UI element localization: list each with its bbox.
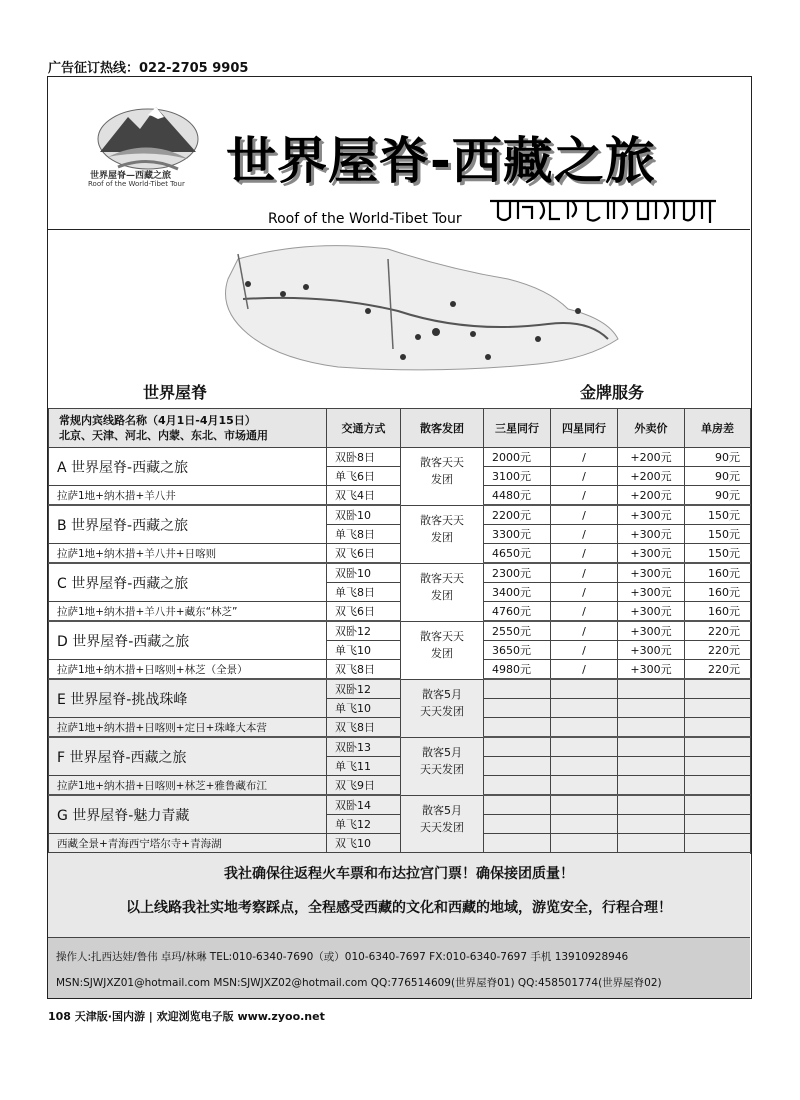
retail-price: +300元 bbox=[618, 525, 685, 544]
four-star-price bbox=[551, 834, 618, 854]
route-price-table bbox=[48, 408, 751, 854]
transport-cell: 双飞10 bbox=[327, 834, 401, 854]
route-name: B 世界屋脊-西藏之旅 bbox=[49, 505, 327, 544]
route-itinerary: 拉萨1地+纳木措+日喀则+定日+珠峰大本营 bbox=[49, 718, 327, 738]
four-star-price: / bbox=[551, 602, 618, 622]
table-row bbox=[49, 563, 751, 583]
departure-line-1: 散客天天 bbox=[420, 456, 464, 469]
single-supplement bbox=[685, 699, 751, 718]
tibetan-script-icon bbox=[488, 195, 718, 227]
four-star-price bbox=[551, 776, 618, 796]
four-star-price: / bbox=[551, 583, 618, 602]
retail-price bbox=[618, 699, 685, 718]
page-footer: 108 天津版·国内游 | 欢迎浏览电子版 www.zyoo.net bbox=[48, 1010, 325, 1023]
logo-en-text: Roof of the World-Tibet Tour bbox=[88, 180, 185, 188]
route-group bbox=[49, 679, 751, 737]
contact-box bbox=[48, 937, 750, 998]
retail-price: +300元 bbox=[618, 621, 685, 641]
departure-line-1: 散客5月 bbox=[422, 687, 462, 701]
retail-price bbox=[618, 718, 685, 738]
route-itinerary: 拉萨1地+纳木措+羊八井 bbox=[49, 486, 327, 506]
transport-cell: 单飞8日 bbox=[327, 525, 401, 544]
retail-price: +300元 bbox=[618, 602, 685, 622]
route-group bbox=[49, 795, 751, 853]
four-star-price: / bbox=[551, 621, 618, 641]
three-star-price: 4480元 bbox=[484, 486, 551, 506]
single-supplement bbox=[685, 718, 751, 738]
single-supplement: 220元 bbox=[685, 660, 751, 680]
transport-cell: 双飞4日 bbox=[327, 486, 401, 506]
retail-price bbox=[618, 815, 685, 834]
retail-price: +200元 bbox=[618, 448, 685, 467]
three-star-price bbox=[484, 757, 551, 776]
retail-price: +200元 bbox=[618, 467, 685, 486]
three-star-price: 3300元 bbox=[484, 525, 551, 544]
three-star-price: 3100元 bbox=[484, 467, 551, 486]
departure-cell bbox=[401, 621, 484, 679]
transport-cell: 双卧10 bbox=[327, 563, 401, 583]
single-supplement: 90元 bbox=[685, 486, 751, 506]
table-row bbox=[49, 679, 751, 699]
route-itinerary: 拉萨1地+纳木措+羊八井+藏东“林芝” bbox=[49, 602, 327, 622]
single-supplement: 160元 bbox=[685, 602, 751, 622]
retail-price: +300元 bbox=[618, 583, 685, 602]
transport-cell: 双飞8日 bbox=[327, 718, 401, 738]
transport-cell: 双卧14 bbox=[327, 795, 401, 815]
table-row bbox=[49, 602, 751, 622]
ad-hotline: 广告征订热线：022-2705 9905 bbox=[48, 61, 249, 76]
logo-cn-text: 世界屋脊—西藏之旅 bbox=[90, 171, 172, 181]
table-header-row bbox=[49, 409, 751, 448]
departure-line-2: 天天发团 bbox=[420, 704, 464, 718]
single-supplement bbox=[685, 757, 751, 776]
four-star-price bbox=[551, 757, 618, 776]
retail-price bbox=[618, 834, 685, 854]
four-star-price: / bbox=[551, 525, 618, 544]
four-star-price: / bbox=[551, 544, 618, 564]
four-star-price: / bbox=[551, 563, 618, 583]
departure-line-1: 散客天天 bbox=[420, 513, 464, 527]
four-star-price: / bbox=[551, 505, 618, 525]
retail-price: +200元 bbox=[618, 486, 685, 506]
departure-cell bbox=[401, 505, 484, 563]
single-supplement bbox=[685, 795, 751, 815]
retail-price: +300元 bbox=[618, 641, 685, 660]
retail-price: +300元 bbox=[618, 660, 685, 680]
notice-line-2: 以上线路我社实地考察踩点，全程感受西藏的文化和西藏的地域，游览安全，行程合理！ bbox=[126, 900, 672, 916]
retail-price bbox=[618, 679, 685, 699]
transport-cell: 双卧12 bbox=[327, 621, 401, 641]
transport-cell: 单飞11 bbox=[327, 757, 401, 776]
three-star-price bbox=[484, 815, 551, 834]
transport-cell: 双飞8日 bbox=[327, 660, 401, 680]
transport-cell: 双飞6日 bbox=[327, 602, 401, 622]
four-star-price bbox=[551, 815, 618, 834]
transport-cell: 单飞8日 bbox=[327, 583, 401, 602]
single-supplement: 220元 bbox=[685, 621, 751, 641]
four-star-price: / bbox=[551, 486, 618, 506]
departure-line-1: 散客天天 bbox=[420, 629, 464, 643]
table-row bbox=[49, 737, 751, 757]
route-name: E 世界屋脊-挑战珠峰 bbox=[49, 679, 327, 718]
three-star-price: 3400元 bbox=[484, 583, 551, 602]
transport-cell: 单飞10 bbox=[327, 699, 401, 718]
single-supplement: 220元 bbox=[685, 641, 751, 660]
page-title: 世界屋脊-西藏之旅 bbox=[226, 132, 656, 190]
tibet-route-map bbox=[188, 239, 628, 389]
single-supplement bbox=[685, 815, 751, 834]
transport-cell: 双飞6日 bbox=[327, 544, 401, 564]
four-star-price: / bbox=[551, 641, 618, 660]
col-departure: 散客发团 bbox=[401, 409, 484, 448]
header-name-line1: 常规内宾线路名称（4月1日-4月15日） bbox=[59, 414, 256, 427]
label-roof-of-world: 世界屋脊 bbox=[143, 383, 208, 402]
four-star-price bbox=[551, 795, 618, 815]
retail-price bbox=[618, 757, 685, 776]
departure-cell bbox=[401, 448, 484, 506]
four-star-price bbox=[551, 718, 618, 738]
departure-line-1: 散客天天 bbox=[420, 571, 464, 585]
single-supplement: 90元 bbox=[685, 467, 751, 486]
single-supplement: 150元 bbox=[685, 525, 751, 544]
retail-price: +300元 bbox=[618, 544, 685, 564]
departure-line-2: 天天发团 bbox=[420, 762, 464, 776]
single-supplement bbox=[685, 737, 751, 757]
transport-cell: 单飞6日 bbox=[327, 467, 401, 486]
label-gold-service: 金牌服务 bbox=[580, 383, 645, 402]
three-star-price: 4650元 bbox=[484, 544, 551, 564]
route-itinerary: 拉萨1地+纳木措+羊八井+日喀则 bbox=[49, 544, 327, 564]
departure-cell bbox=[401, 679, 484, 737]
three-star-price: 2300元 bbox=[484, 563, 551, 583]
col-three-star: 三星同行 bbox=[484, 409, 551, 448]
table-row bbox=[49, 544, 751, 564]
departure-line-2: 发团 bbox=[431, 588, 453, 602]
table-row bbox=[49, 505, 751, 525]
single-supplement: 160元 bbox=[685, 583, 751, 602]
departure-line-2: 天天发团 bbox=[420, 820, 464, 834]
four-star-price bbox=[551, 737, 618, 757]
contact-line-1: 操作人:扎西达娃/鲁伟 卓玛/林琳 TEL:010-6340-7690（或）010-6340-7697 FX:010-6340-7697 手机 13910928946 bbox=[56, 951, 629, 963]
four-star-price: / bbox=[551, 660, 618, 680]
three-star-price: 2200元 bbox=[484, 505, 551, 525]
transport-cell: 双卧12 bbox=[327, 679, 401, 699]
four-star-price bbox=[551, 699, 618, 718]
header-name-line2: 北京、天津、河北、内蒙、东北、市场通用 bbox=[59, 429, 268, 442]
retail-price bbox=[618, 776, 685, 796]
transport-cell: 双卧8日 bbox=[327, 448, 401, 467]
departure-line-2: 发团 bbox=[431, 473, 453, 486]
route-group bbox=[49, 621, 751, 679]
ad-frame bbox=[47, 76, 752, 999]
transport-cell: 单飞12 bbox=[327, 815, 401, 834]
route-name: G 世界屋脊-魅力青藏 bbox=[49, 795, 327, 834]
col-single-supplement: 单房差 bbox=[685, 409, 751, 448]
notice-box bbox=[48, 852, 750, 938]
route-group bbox=[49, 448, 751, 506]
route-name: C 世界屋脊-西藏之旅 bbox=[49, 563, 327, 602]
table-row bbox=[49, 448, 751, 467]
route-itinerary: 西藏全景+青海西宁塔尔寺+青海湖 bbox=[49, 834, 327, 854]
route-group bbox=[49, 563, 751, 621]
single-supplement: 90元 bbox=[685, 448, 751, 467]
three-star-price: 2550元 bbox=[484, 621, 551, 641]
route-name: F 世界屋脊-西藏之旅 bbox=[49, 737, 327, 776]
retail-price bbox=[618, 795, 685, 815]
single-supplement bbox=[685, 834, 751, 854]
three-star-price: 2000元 bbox=[484, 448, 551, 467]
notice-line-1: 我社确保往返程火车票和布达拉宫门票！确保接团质量！ bbox=[224, 866, 574, 882]
contact-line-2: MSN:SJWJXZ01@hotmail.com MSN:SJWJXZ02@hotmail.com QQ:776514609(世界屋脊01) QQ:458501774(世界屋脊02) bbox=[56, 977, 662, 989]
three-star-price bbox=[484, 795, 551, 815]
single-supplement bbox=[685, 776, 751, 796]
route-name: A 世界屋脊-西藏之旅 bbox=[49, 448, 327, 486]
four-star-price bbox=[551, 679, 618, 699]
col-retail-price: 外卖价 bbox=[618, 409, 685, 448]
three-star-price: 4760元 bbox=[484, 602, 551, 622]
route-itinerary: 拉萨1地+纳木措+日喀则+林芝（全景） bbox=[49, 660, 327, 680]
col-route-name bbox=[49, 409, 327, 448]
departure-cell bbox=[401, 737, 484, 795]
table-row bbox=[49, 660, 751, 680]
route-group bbox=[49, 505, 751, 563]
col-transport: 交通方式 bbox=[327, 409, 401, 448]
four-star-price: / bbox=[551, 448, 618, 467]
route-group bbox=[49, 737, 751, 795]
departure-line-1: 散客5月 bbox=[422, 803, 462, 817]
departure-cell bbox=[401, 563, 484, 621]
mountain-logo-icon bbox=[78, 97, 218, 217]
transport-cell: 双卧13 bbox=[327, 737, 401, 757]
departure-line-2: 发团 bbox=[431, 530, 453, 544]
table-row bbox=[49, 486, 751, 506]
retail-price: +300元 bbox=[618, 505, 685, 525]
three-star-price bbox=[484, 718, 551, 738]
retail-price: +300元 bbox=[618, 563, 685, 583]
route-name: D 世界屋脊-西藏之旅 bbox=[49, 621, 327, 660]
transport-cell: 双飞9日 bbox=[327, 776, 401, 796]
table-row bbox=[49, 795, 751, 815]
three-star-price: 4980元 bbox=[484, 660, 551, 680]
table-row bbox=[49, 718, 751, 738]
three-star-price bbox=[484, 737, 551, 757]
single-supplement: 150元 bbox=[685, 544, 751, 564]
three-star-price bbox=[484, 699, 551, 718]
three-star-price: 3650元 bbox=[484, 641, 551, 660]
single-supplement: 160元 bbox=[685, 563, 751, 583]
retail-price bbox=[618, 737, 685, 757]
table-row bbox=[49, 621, 751, 641]
departure-line-1: 散客5月 bbox=[422, 745, 462, 759]
col-four-star: 四星同行 bbox=[551, 409, 618, 448]
four-star-price: / bbox=[551, 467, 618, 486]
table-row bbox=[49, 776, 751, 796]
three-star-price bbox=[484, 679, 551, 699]
transport-cell: 双卧10 bbox=[327, 505, 401, 525]
ad-header bbox=[48, 77, 750, 230]
transport-cell: 单飞10 bbox=[327, 641, 401, 660]
three-star-price bbox=[484, 776, 551, 796]
route-itinerary: 拉萨1地+纳木措+日喀则+林芝+雅鲁藏布江 bbox=[49, 776, 327, 796]
table-row bbox=[49, 834, 751, 854]
departure-cell bbox=[401, 795, 484, 853]
three-star-price bbox=[484, 834, 551, 854]
subtitle-en: Roof of the World-Tibet Tour bbox=[268, 211, 462, 227]
single-supplement: 150元 bbox=[685, 505, 751, 525]
departure-line-2: 发团 bbox=[431, 646, 453, 660]
single-supplement bbox=[685, 679, 751, 699]
